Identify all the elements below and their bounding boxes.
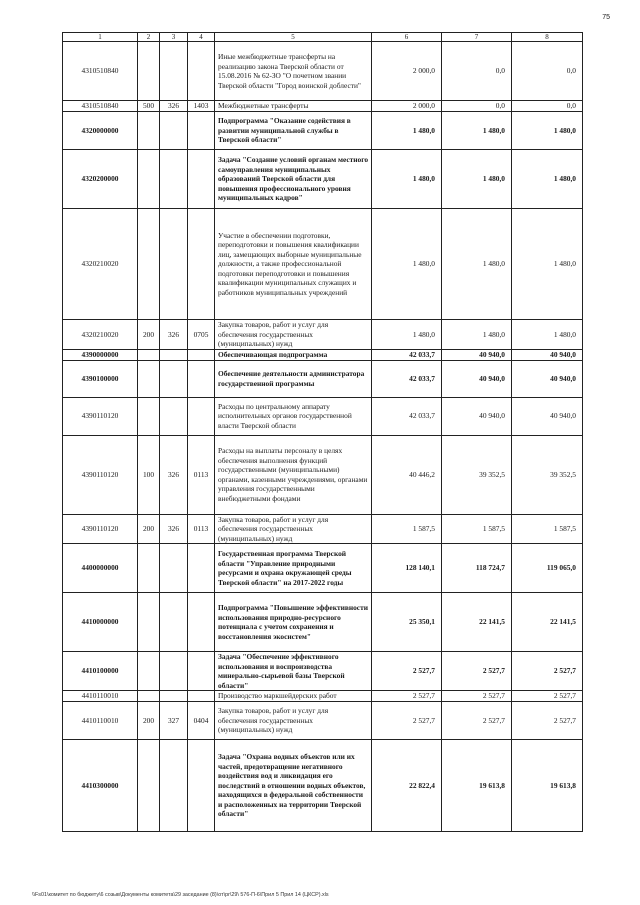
amount-col7-cell: 118 724,7 xyxy=(442,544,512,593)
expense-type-cell: 200 xyxy=(138,514,160,544)
item-name-cell: Расходы по центральному аппарату исполнительных органов государственной власти Тверской области xyxy=(215,397,372,435)
budget-code-cell: 4410110010 xyxy=(63,691,138,702)
ministry-code-cell xyxy=(160,209,188,320)
ministry-code-cell xyxy=(160,150,188,209)
expense-type-cell: 500 xyxy=(138,101,160,112)
item-name-cell: Закупка товаров, работ и услуг для обеспечения государственных (муниципальных) нужд xyxy=(215,514,372,544)
item-name-cell: Производство маркшейдерских работ xyxy=(215,691,372,702)
ministry-code-cell: 326 xyxy=(160,514,188,544)
section-code-cell xyxy=(188,150,215,209)
header-cell: 4 xyxy=(188,33,215,42)
expense-type-cell xyxy=(138,112,160,150)
amount-col7-cell: 40 940,0 xyxy=(442,397,512,435)
amount-col7-cell: 0,0 xyxy=(442,42,512,101)
ministry-code-cell xyxy=(160,652,188,691)
table-row xyxy=(63,544,583,593)
amount-col8-cell: 0,0 xyxy=(512,42,583,101)
section-code-cell xyxy=(188,691,215,702)
table-row xyxy=(63,42,583,101)
amount-col6-cell: 1 480,0 xyxy=(372,150,442,209)
amount-col8-cell: 1 480,0 xyxy=(512,112,583,150)
ministry-code-cell: 326 xyxy=(160,435,188,514)
amount-col8-cell: 119 065,0 xyxy=(512,544,583,593)
budget-code-cell: 4400000000 xyxy=(63,544,138,593)
amount-col8-cell: 40 940,0 xyxy=(512,360,583,397)
amount-col7-cell: 1 480,0 xyxy=(442,209,512,320)
budget-code-cell: 4320210020 xyxy=(63,320,138,350)
ministry-code-cell xyxy=(160,42,188,101)
section-code-cell: 1403 xyxy=(188,101,215,112)
amount-col8-cell: 2 527,7 xyxy=(512,652,583,691)
amount-col7-cell: 1 480,0 xyxy=(442,150,512,209)
amount-col6-cell: 1 480,0 xyxy=(372,320,442,350)
amount-col7-cell: 22 141,5 xyxy=(442,593,512,652)
expense-type-cell xyxy=(138,349,160,360)
ministry-code-cell xyxy=(160,112,188,150)
section-code-cell: 0404 xyxy=(188,702,215,740)
page-number: 75 xyxy=(602,14,610,21)
amount-col6-cell: 2 527,7 xyxy=(372,702,442,740)
amount-col8-cell: 40 940,0 xyxy=(512,397,583,435)
amount-col8-cell: 40 940,0 xyxy=(512,349,583,360)
table-row xyxy=(63,209,583,320)
amount-col6-cell: 2 000,0 xyxy=(372,42,442,101)
ministry-code-cell xyxy=(160,349,188,360)
section-code-cell: 0705 xyxy=(188,320,215,350)
amount-col8-cell: 1 480,0 xyxy=(512,150,583,209)
amount-col8-cell: 1 587,5 xyxy=(512,514,583,544)
header-row xyxy=(63,33,583,42)
amount-col7-cell: 0,0 xyxy=(442,101,512,112)
section-code-cell: 0113 xyxy=(188,514,215,544)
item-name-cell: Подпрограмма "Повышение эффективности использования природно-ресурсного потенциала с учетом сохранения и восстановления экосистем" xyxy=(215,593,372,652)
amount-col7-cell: 1 480,0 xyxy=(442,320,512,350)
ministry-code-cell xyxy=(160,691,188,702)
budget-code-cell: 4410110010 xyxy=(63,702,138,740)
budget-code-cell: 4410100000 xyxy=(63,652,138,691)
expense-type-cell xyxy=(138,652,160,691)
section-code-cell xyxy=(188,349,215,360)
amount-col8-cell: 0,0 xyxy=(512,101,583,112)
table-row xyxy=(63,397,583,435)
amount-col6-cell: 40 446,2 xyxy=(372,435,442,514)
budget-code-cell: 4390000000 xyxy=(63,349,138,360)
section-code-cell xyxy=(188,740,215,832)
file-path-footer: \\Fs01\комитет по бюджету\6 созыв\Документы комитета\29 заседание (8)\от\pr\29\ 576-П-6\Прил 5 Прил 14 (ЦКСР).xls xyxy=(32,892,329,898)
item-name-cell: Задача "Обеспечение эффективного использования и воспроизводства минерально-сырьевой базы Тверской области" xyxy=(215,652,372,691)
amount-col8-cell: 2 527,7 xyxy=(512,702,583,740)
expense-type-cell xyxy=(138,150,160,209)
item-name-cell: Подпрограмма "Оказание содействия в развитии муниципальной службы в Тверской области" xyxy=(215,112,372,150)
amount-col6-cell: 1 480,0 xyxy=(372,209,442,320)
budget-code-cell: 4390110120 xyxy=(63,435,138,514)
header-cell: 1 xyxy=(63,33,138,42)
amount-col7-cell: 40 940,0 xyxy=(442,349,512,360)
table-row xyxy=(63,435,583,514)
item-name-cell: Обеспечение деятельности администратора государственной программы xyxy=(215,360,372,397)
amount-col8-cell: 39 352,5 xyxy=(512,435,583,514)
section-code-cell xyxy=(188,544,215,593)
amount-col6-cell: 128 140,1 xyxy=(372,544,442,593)
budget-code-cell: 4310510840 xyxy=(63,101,138,112)
budget-code-cell: 4320200000 xyxy=(63,150,138,209)
section-code-cell xyxy=(188,112,215,150)
amount-col7-cell: 40 940,0 xyxy=(442,360,512,397)
item-name-cell: Задача "Создание условий органам местного самоуправления муниципальных образований Тверской области для повышения профессионального уровня муниципальных кадров" xyxy=(215,150,372,209)
amount-col6-cell: 42 033,7 xyxy=(372,360,442,397)
budget-code-cell: 4310510840 xyxy=(63,42,138,101)
header-cell: 2 xyxy=(138,33,160,42)
table-row xyxy=(63,360,583,397)
amount-col8-cell: 1 480,0 xyxy=(512,320,583,350)
expense-type-cell: 200 xyxy=(138,320,160,350)
section-code-cell xyxy=(188,209,215,320)
table-row xyxy=(63,514,583,544)
table-row xyxy=(63,652,583,691)
table-row xyxy=(63,740,583,832)
amount-col6-cell: 1 587,5 xyxy=(372,514,442,544)
item-name-cell: Участие в обеспечении подготовки, переподготовки и повышения квалификации лиц, замещающих выборные муниципальные должности, а также профессиональной подготовки переподготовки и повышения квалификации муниципальных служащих и работников муниципальных учреждений xyxy=(215,209,372,320)
amount-col8-cell: 22 141,5 xyxy=(512,593,583,652)
section-code-cell: 0113 xyxy=(188,435,215,514)
expense-type-cell xyxy=(138,593,160,652)
budget-code-cell: 4390110120 xyxy=(63,514,138,544)
amount-col7-cell: 2 527,7 xyxy=(442,652,512,691)
expense-type-cell xyxy=(138,360,160,397)
amount-col6-cell: 2 000,0 xyxy=(372,101,442,112)
amount-col8-cell: 1 480,0 xyxy=(512,209,583,320)
section-code-cell xyxy=(188,397,215,435)
table-row xyxy=(63,101,583,112)
budget-code-cell: 4390110120 xyxy=(63,397,138,435)
budget-code-cell: 4320210020 xyxy=(63,209,138,320)
section-code-cell xyxy=(188,360,215,397)
section-code-cell xyxy=(188,593,215,652)
header-cell: 6 xyxy=(372,33,442,42)
item-name-cell: Расходы на выплаты персоналу в целях обеспечения выполнения функций государственными (муниципальными) органами, казенными учреждениями, органами управления государственными внебюджетными фондами xyxy=(215,435,372,514)
amount-col8-cell: 19 613,8 xyxy=(512,740,583,832)
header-cell: 5 xyxy=(215,33,372,42)
ministry-code-cell xyxy=(160,740,188,832)
amount-col7-cell: 1 587,5 xyxy=(442,514,512,544)
amount-col7-cell: 19 613,8 xyxy=(442,740,512,832)
item-name-cell: Обеспечивающая подпрограмма xyxy=(215,349,372,360)
table-row xyxy=(63,150,583,209)
item-name-cell: Межбюджетные трансферты xyxy=(215,101,372,112)
header-cell: 7 xyxy=(442,33,512,42)
item-name-cell: Государственная программа Тверской области "Управление природными ресурсами и охрана окружающей среды Тверской области" на 2017-2022 годы xyxy=(215,544,372,593)
expense-type-cell xyxy=(138,740,160,832)
amount-col6-cell: 1 480,0 xyxy=(372,112,442,150)
header-cell: 8 xyxy=(512,33,583,42)
amount-col6-cell: 42 033,7 xyxy=(372,397,442,435)
budget-code-cell: 4390100000 xyxy=(63,360,138,397)
item-name-cell: Задача "Охрана водных объектов или их частей, предотвращение негативного воздействия вод и ликвидация его последствий в отношении водных объектов, находящихся в федеральной собственности и расположенных на территории Тверской области" xyxy=(215,740,372,832)
ministry-code-cell xyxy=(160,397,188,435)
table-row xyxy=(63,593,583,652)
expense-type-cell: 200 xyxy=(138,702,160,740)
item-name-cell: Закупка товаров, работ и услуг для обеспечения государственных (муниципальных) нужд xyxy=(215,702,372,740)
ministry-code-cell xyxy=(160,593,188,652)
ministry-code-cell: 326 xyxy=(160,101,188,112)
section-code-cell xyxy=(188,42,215,101)
amount-col7-cell: 2 527,7 xyxy=(442,702,512,740)
table-row xyxy=(63,112,583,150)
table-row xyxy=(63,349,583,360)
amount-col7-cell: 39 352,5 xyxy=(442,435,512,514)
item-name-cell: Иные межбюджетные трансферты на реализацию закона Тверской области от 15.08.2016 № 62-ЗО "О почетном звании Тверской области "Город воинской доблести" xyxy=(215,42,372,101)
table-body xyxy=(63,33,583,832)
table-row xyxy=(63,320,583,350)
section-code-cell xyxy=(188,652,215,691)
budget-code-cell: 4410300000 xyxy=(63,740,138,832)
expense-type-cell xyxy=(138,691,160,702)
ministry-code-cell: 327 xyxy=(160,702,188,740)
amount-col7-cell: 1 480,0 xyxy=(442,112,512,150)
header-cell: 3 xyxy=(160,33,188,42)
budget-code-cell: 4410000000 xyxy=(63,593,138,652)
amount-col6-cell: 2 527,7 xyxy=(372,691,442,702)
expense-type-cell xyxy=(138,544,160,593)
expense-type-cell xyxy=(138,209,160,320)
amount-col6-cell: 2 527,7 xyxy=(372,652,442,691)
amount-col8-cell: 2 527,7 xyxy=(512,691,583,702)
expense-type-cell xyxy=(138,42,160,101)
ministry-code-cell xyxy=(160,544,188,593)
expense-type-cell: 100 xyxy=(138,435,160,514)
budget-code-cell: 4320000000 xyxy=(63,112,138,150)
table-row xyxy=(63,702,583,740)
item-name-cell: Закупка товаров, работ и услуг для обеспечения государственных (муниципальных) нужд xyxy=(215,320,372,350)
amount-col6-cell: 42 033,7 xyxy=(372,349,442,360)
budget-table xyxy=(62,32,583,832)
ministry-code-cell: 326 xyxy=(160,320,188,350)
ministry-code-cell xyxy=(160,360,188,397)
amount-col6-cell: 22 822,4 xyxy=(372,740,442,832)
amount-col7-cell: 2 527,7 xyxy=(442,691,512,702)
expense-type-cell xyxy=(138,397,160,435)
table-row xyxy=(63,691,583,702)
amount-col6-cell: 25 350,1 xyxy=(372,593,442,652)
